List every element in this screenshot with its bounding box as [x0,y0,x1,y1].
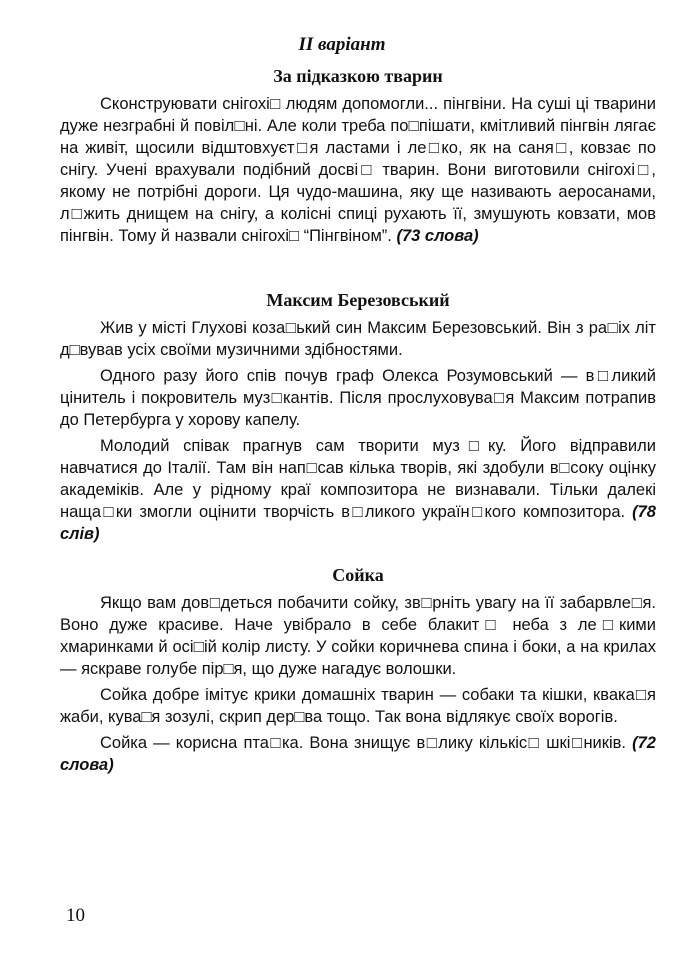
paragraph [60,732,656,776]
section-title: За підказкою тварин [273,66,443,86]
paragraph [60,365,656,431]
page-number: 10 [66,905,85,926]
section-title: Максим Березовський [266,290,450,310]
paragraph-text: Молодий співак прагнув сам творити муз□ку. Його відправили навчатися до Італії. Там він нап□сав кілька творів, які здобули в□соку оцінку академіків. Але у рідному краї композитора не визнавали. Тільки далекі наща□ки змогли оцінити творчість в□ликого україн□кого композитора. [60,437,656,521]
paragraph [60,684,656,728]
word-count: (73 слова) [396,227,479,245]
word-count: (78 слів) [60,503,656,543]
paragraph [60,592,656,680]
section-soika [60,565,656,780]
paragraph-text: Якщо вам дов□деться побачити сойку, зв□рніть увагу на її забарвле□я. Воно дуже красиве. Наче увібрало в себе блакит□ неба з ле□кими хмаринками й осі□ій колір листу. У сойки коричнева спина і боки, а на крилах — яскраве голубе пір□я, що дуже нагадує волошки. [60,594,656,678]
paragraph [60,435,656,545]
section-title: Сойка [332,565,384,585]
variant-title: II варіант [298,34,386,55]
paragraph [60,93,656,247]
section-za-pidkazkoyu-tvaryn [60,66,656,251]
paragraph-text: Жив у місті Глухові коза□ький син Максим Березовський. Він з ра□іх літ д□вував усіх своїми музичними здібностями. [60,319,656,359]
paragraph [60,317,656,361]
paragraph-text: Одного разу його спів почув граф Олекса Розумовський — в□ликий цінитель і покровитель муз□кантів. Після прослуховува□я Максим потрапив до Петербурга у хорову капелу. [60,367,656,429]
paragraph-text: Сойка добре імітує крики домашніх тварин — собаки та кішки, квака□я жаби, кува□я зозулі, скрип дер□ва тощо. Так вона відлякує своїх ворогів. [60,686,656,726]
paragraph-text: Сконструювати снігохі□ людям допомогли... пінгвіни. На суші ці тварини дуже незграбні й повіл□ні. Але коли треба по□пішати, кмітливий пінгвін лягає на живіт, щосили відштовхуєт□я ластами і ле□ко, як на саня□, ковзає по снігу. Учені врахували подібний досві□ тварин. Вони виготовили снігохі□, якому не потрібні дороги. Ця чудо-машина, яку ще називають аеросанами, л□жить днищем на снігу, а колісні спиці рухають її, змушують ковзати, мов пінгвін. Тому й назвали снігохі□ “Пінгвіном”. [60,95,656,245]
paragraph-text: Сойка — корисна пта□ка. Вона знищує в□лику кількіс□ шкі□ників. [100,734,627,752]
section-maksym-berezovskyi [60,290,656,549]
word-count: (72 слова) [60,734,656,774]
